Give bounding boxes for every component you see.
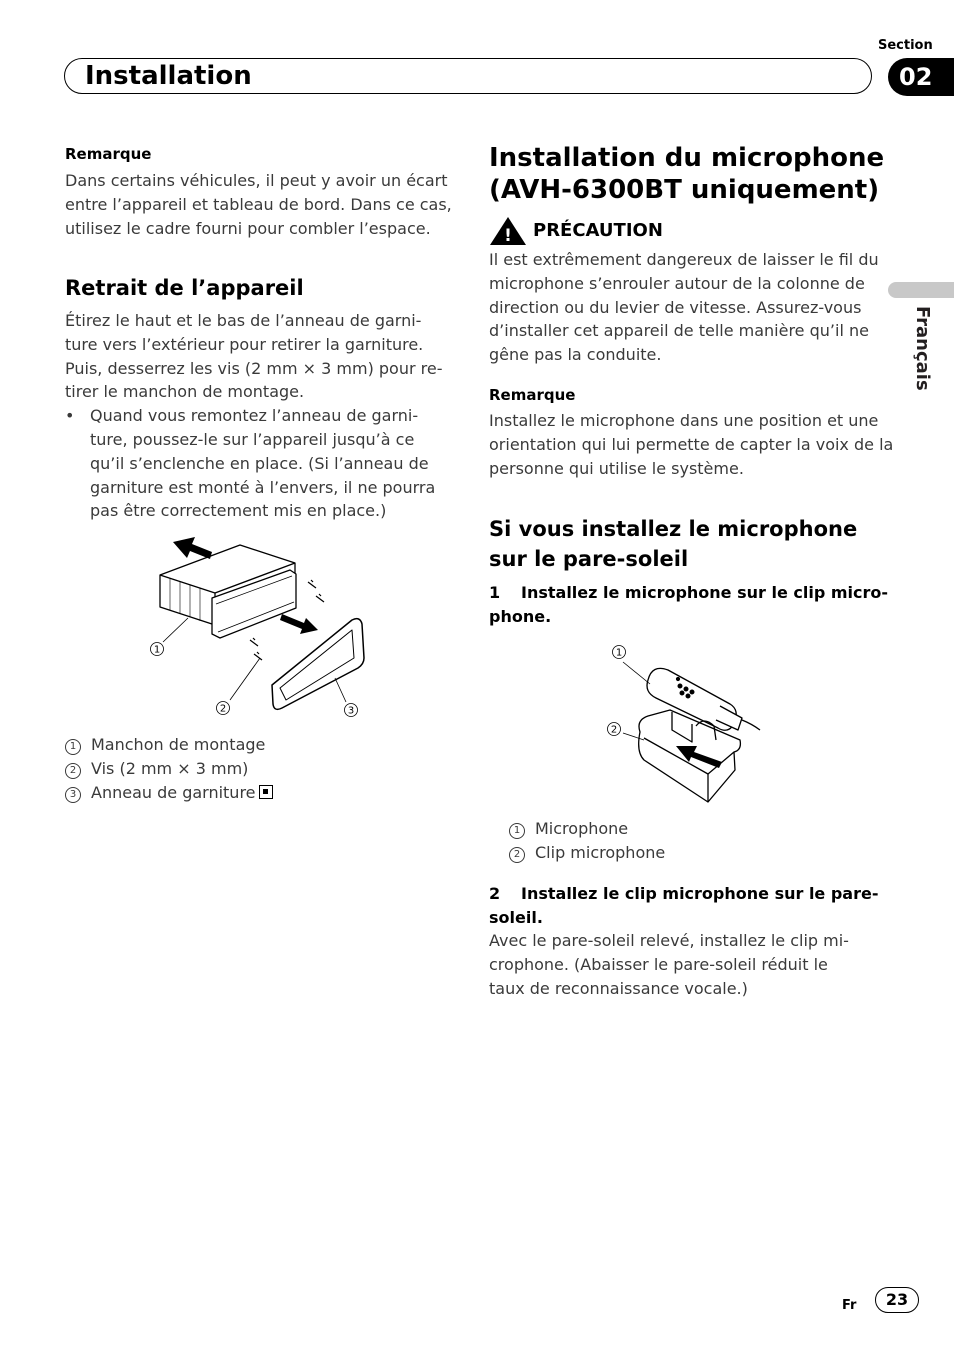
step-1 — [489, 581, 888, 629]
text-line: Quand vous remontez l’anneau de garni- — [90, 406, 419, 426]
note-label: Remarque — [65, 145, 152, 163]
heading-line: sur le pare-soleil — [489, 547, 689, 571]
legend-text: Clip microphone — [535, 842, 666, 862]
legend-text: Vis (2 mm × 3 mm) — [91, 758, 249, 778]
subheading-sun-visor — [489, 514, 857, 574]
text-line: Dans certains véhicules, il peut y avoir un écart — [65, 171, 448, 190]
section-number-badge: 02 — [888, 58, 954, 96]
step-number: 2 — [489, 884, 501, 903]
text-line: crophone. (Abaisser le pare-soleil réduit le — [489, 954, 828, 974]
caution-title: PRÉCAUTION — [533, 220, 663, 241]
legend-number: 2 — [509, 847, 525, 863]
legend-item — [509, 841, 665, 865]
trim-ring-shape — [272, 619, 364, 710]
text-line: Avec le pare-soleil relevé, installez le clip mi- — [489, 931, 849, 950]
bullet-item — [65, 404, 443, 523]
note-label: Remarque — [489, 386, 576, 404]
text-line: utilisez le cadre fourni pour combler l’espace. — [65, 218, 431, 238]
caution-text — [489, 248, 879, 367]
note-text — [489, 409, 893, 480]
text-line: personne qui utilise le système. — [489, 458, 744, 478]
note-text — [65, 169, 452, 240]
pull-arrow-up — [173, 537, 212, 559]
legend-number: 2 — [65, 763, 81, 779]
callout-3: 3 — [347, 705, 355, 717]
warning-symbol: ! — [504, 226, 512, 246]
text-line: ture, poussez-le sur l’appareil jusqu’à ce — [90, 429, 415, 449]
language-tab-marker — [888, 282, 954, 298]
text-line: gêne pas la conduite. — [489, 345, 662, 365]
microphone-clip-figure — [600, 640, 765, 805]
legend-number: 1 — [65, 739, 81, 755]
callout-2: 2 — [610, 724, 618, 736]
legend-item — [65, 733, 273, 757]
pull-arrow-right — [280, 614, 318, 634]
removal-legend — [65, 733, 273, 804]
title-line: (AVH-6300BT uniquement) — [489, 175, 880, 205]
text-line: Étirez le haut et le bas de l’anneau de garni- — [65, 311, 422, 330]
callout-1: 1 — [615, 647, 623, 659]
end-of-section-icon — [259, 785, 273, 799]
title-line: Installation du microphone — [489, 143, 885, 173]
text-line: d’installer cet appareil de telle manière qu’il ne — [489, 321, 869, 341]
page-title: Installation — [85, 61, 252, 91]
text-line: orientation qui lui permette de capter la voix de la — [489, 434, 894, 454]
text-line: taux de reconnaissance vocale.) — [489, 978, 748, 998]
text-line: Il est extrêmement dangereux de laisser le fil du — [489, 250, 879, 269]
bullet-symbol: • — [65, 406, 75, 426]
page-number: 23 — [875, 1287, 919, 1313]
section-label: Section — [878, 38, 933, 53]
section-title-microphone — [489, 142, 884, 206]
legend-text: Manchon de montage — [91, 735, 266, 754]
legend-number: 1 — [509, 823, 525, 839]
text-line: pas être correctement mis en place.) — [90, 501, 387, 521]
text-line: Puis, desserrez les vis (2 mm × 3 mm) pour re- — [65, 358, 443, 378]
text-line: tirer le manchon de montage. — [65, 382, 305, 402]
text-line: microphone s’enrouler autour de la colonne de — [489, 273, 865, 293]
step-2 — [489, 882, 878, 930]
step-2-text — [489, 929, 849, 1000]
removal-text — [65, 309, 443, 523]
section-heading-removal: Retrait de l’appareil — [65, 276, 304, 300]
warning-triangle-icon — [489, 216, 527, 246]
text-line: entre l’appareil et tableau de bord. Dans ce cas, — [65, 194, 452, 214]
microphone-legend — [509, 817, 665, 865]
legend-text: Microphone — [535, 819, 629, 838]
step-text: phone. — [489, 607, 552, 626]
unit-front-shape — [212, 570, 296, 638]
callout-1: 1 — [153, 644, 161, 656]
text-line: qu’il s’enclenche en place. (Si l’anneau de — [90, 453, 429, 473]
text-line: ture vers l’extérieur pour retirer la garniture. — [65, 334, 424, 354]
text-line: Installez le microphone dans une position et une — [489, 411, 879, 430]
step-text: Installez le clip microphone sur le pare- — [521, 884, 879, 903]
legend-item — [65, 781, 273, 805]
callout-2: 2 — [219, 703, 227, 715]
language-tab-label: Français — [912, 306, 933, 391]
step-number: 1 — [489, 583, 501, 602]
text-line: direction ou du levier de vitesse. Assurez-vous — [489, 297, 862, 317]
footer-language-code: Fr — [842, 1298, 857, 1313]
heading-line: Si vous installez le microphone — [489, 517, 858, 541]
legend-item — [65, 757, 273, 781]
legend-item — [509, 817, 665, 841]
legend-number: 3 — [65, 787, 81, 803]
removal-figure — [140, 530, 380, 725]
step-text: soleil. — [489, 908, 543, 927]
text-line: garniture est monté à l’envers, il ne pourra — [90, 477, 436, 497]
step-text: Installez le microphone sur le clip micro- — [521, 583, 889, 602]
legend-text: Anneau de garniture — [91, 782, 256, 802]
